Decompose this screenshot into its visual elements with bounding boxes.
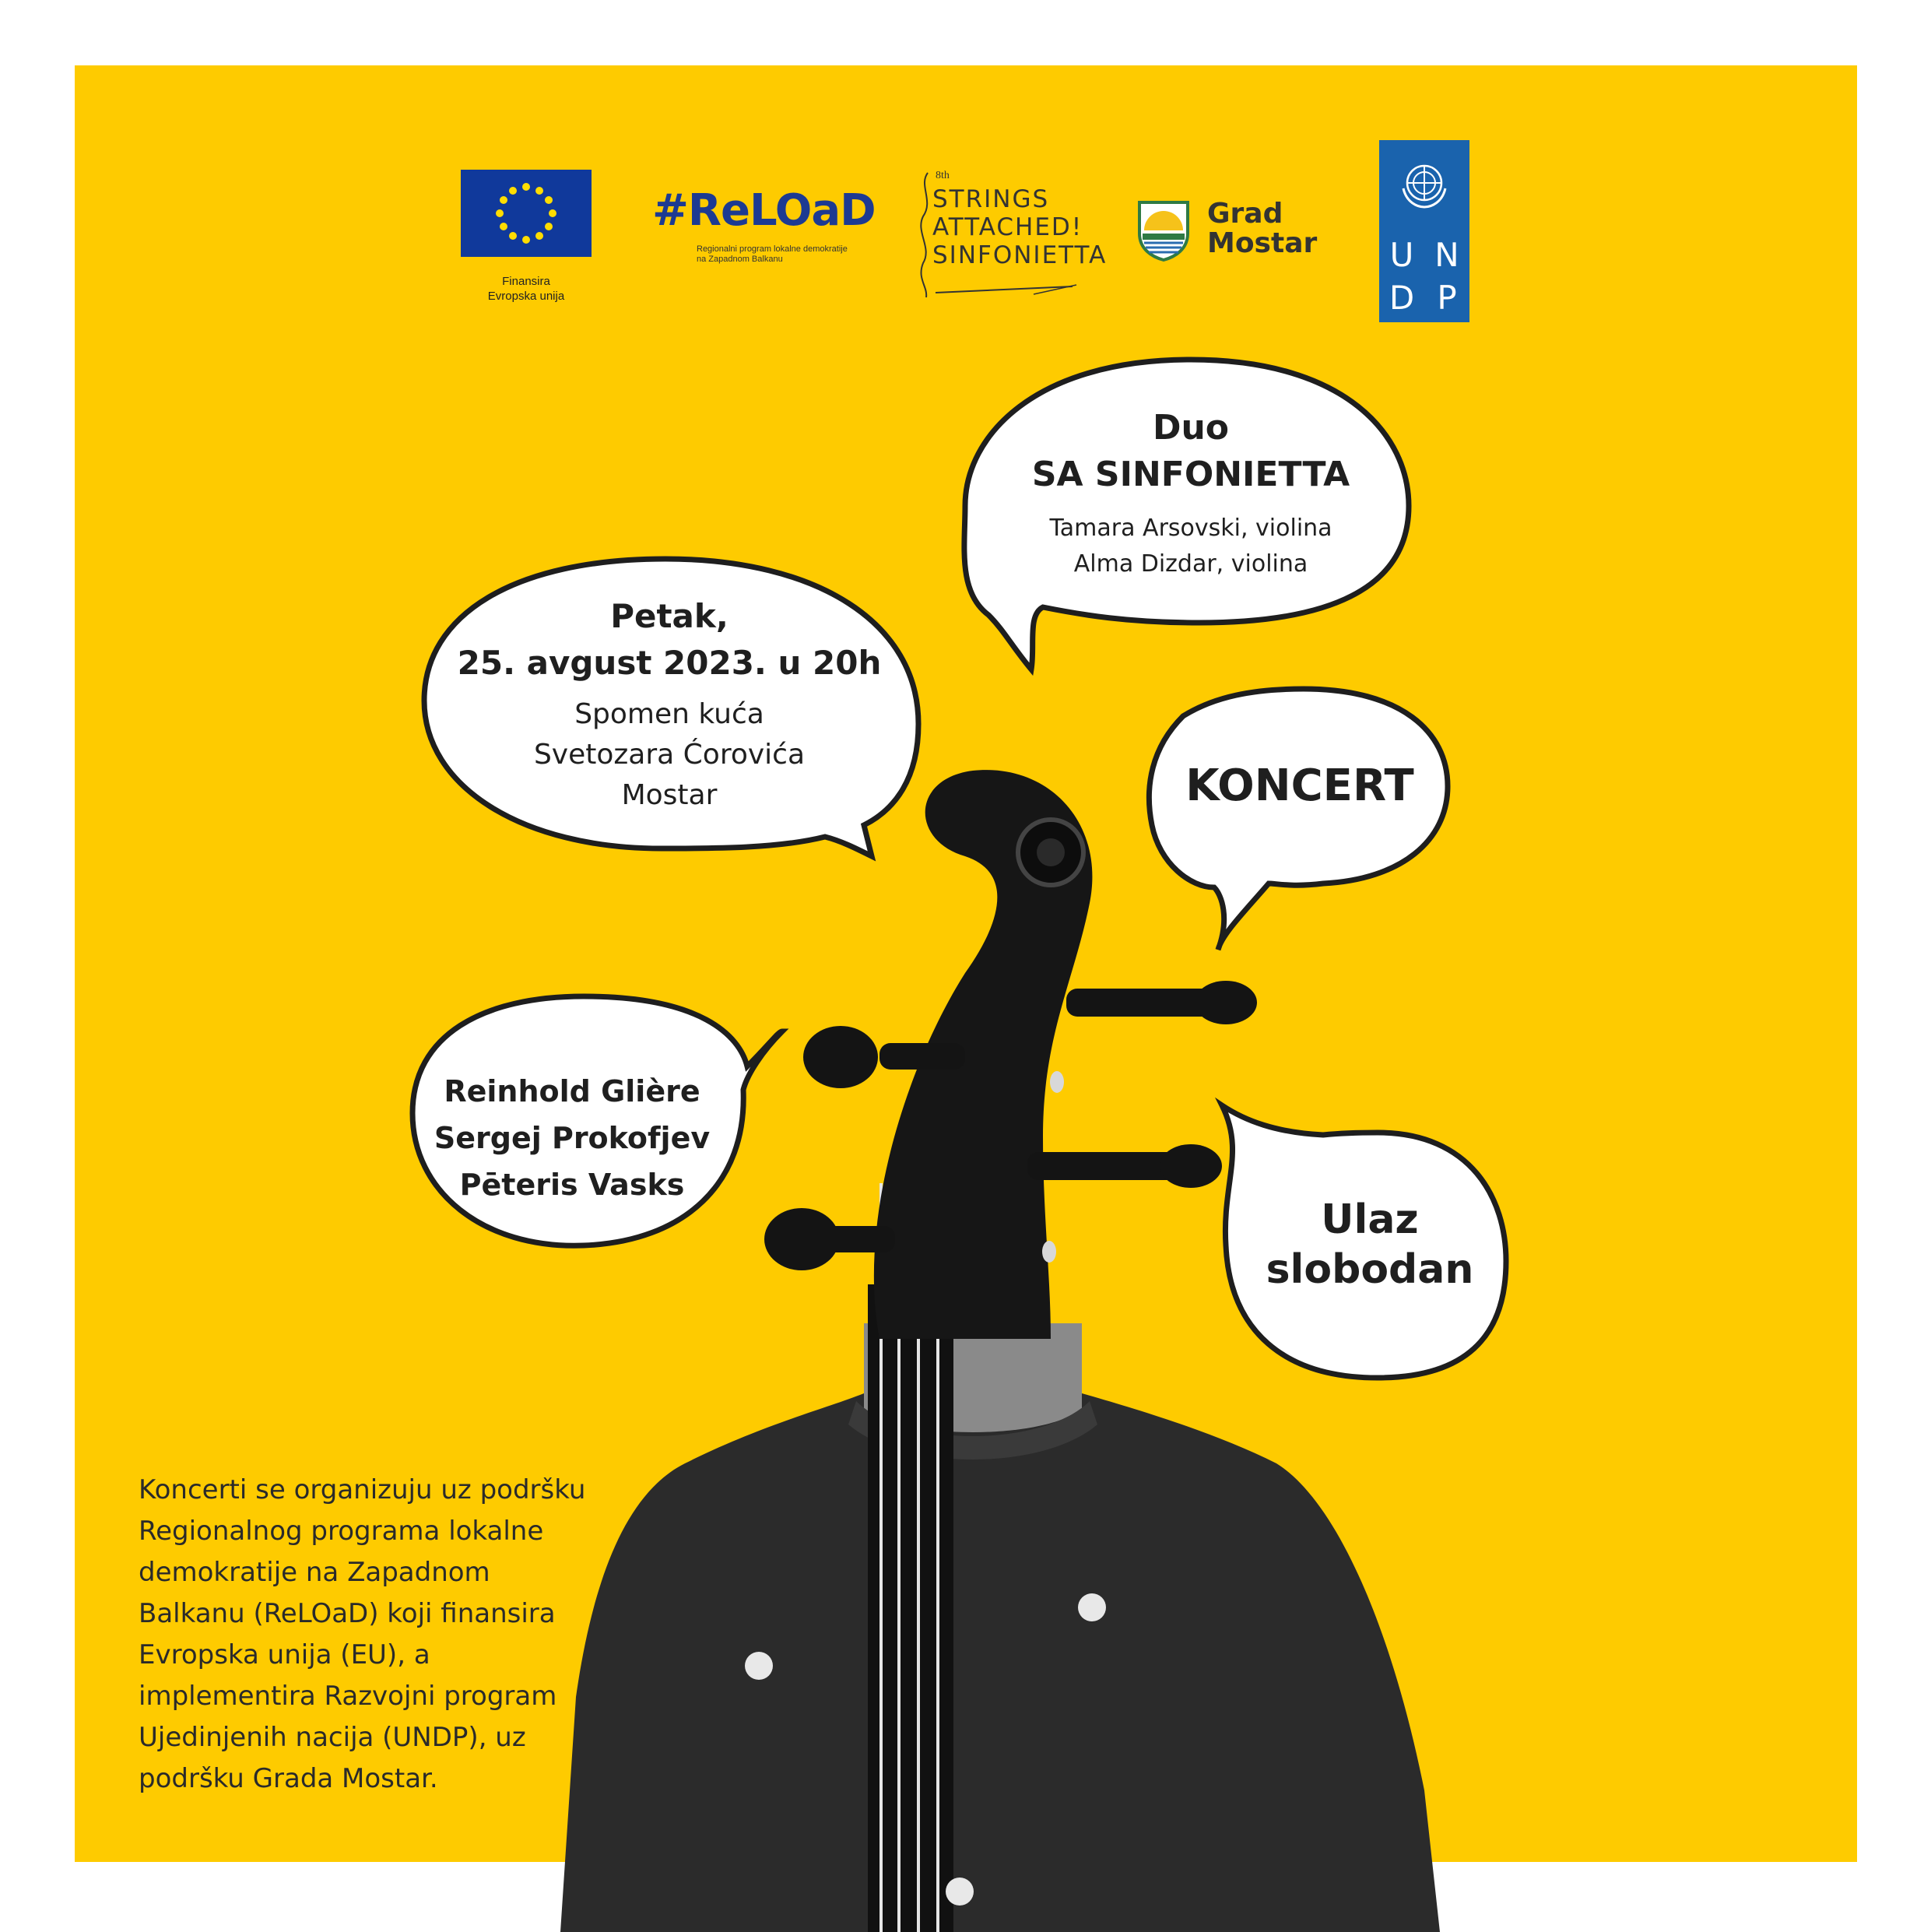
support-line: podršku Grada Mostar.: [139, 1763, 438, 1794]
support-line: Koncerti se organizuju uz podršku: [139, 1474, 586, 1505]
support-line: demokratije na Zapadnom: [139, 1557, 490, 1588]
support-paragraph: [139, 1470, 606, 1800]
strings-line3: SINFONIETTA: [932, 241, 1108, 269]
mostar-line2: Mostar: [1207, 227, 1318, 259]
duo-performer-2: Alma Dizdar, violina: [1073, 550, 1308, 578]
composers-list: [420, 1068, 724, 1208]
support-line: implementira Razvojni program: [139, 1681, 557, 1712]
bubble-koncert: [1149, 689, 1448, 950]
support-line: Balkanu (ReLOaD) koji finansira: [139, 1598, 556, 1629]
venue-text: [459, 694, 879, 816]
reload-logo-title: #ReLOaD: [652, 185, 876, 236]
koncert-label: KONCERT: [1185, 761, 1414, 811]
free-entry-label: [1214, 1195, 1525, 1294]
strings-line1: STRINGS: [932, 185, 1050, 213]
composer-2: Sergej Prokofjev: [434, 1121, 711, 1155]
undp-letter-d: D: [1389, 279, 1415, 317]
composer-1: Reinhold Glière: [444, 1074, 700, 1108]
reload-sub-line2: na Zapadnom Balkanu: [697, 255, 783, 264]
date-bubble-title: [436, 593, 903, 687]
duo-performer-1: Tamara Arsovski, violina: [1049, 515, 1332, 542]
date-line1: Petak,: [610, 597, 729, 635]
duo-bubble-title: [1012, 405, 1370, 498]
eu-caption-line2: Evropska unija: [487, 290, 565, 303]
strings-line2: ATTACHED!: [932, 213, 1083, 241]
undp-letter-n: N: [1434, 236, 1459, 274]
ulaz-line2: slobodan: [1266, 1246, 1474, 1293]
reload-sub-line1: Regionalni program lokalne demokratije: [697, 244, 848, 254]
support-line: Ujedinjenih nacija (UNDP), uz: [139, 1722, 526, 1753]
venue-line3: Mostar: [621, 779, 718, 811]
date-line2: 25. avgust 2023. u 20h: [457, 644, 882, 682]
duo-line1: Duo: [1152, 408, 1230, 448]
support-line: Regionalnog programa lokalne: [139, 1516, 544, 1547]
composer-3: Pēteris Vasks: [459, 1168, 685, 1202]
ulaz-line1: Ulaz: [1321, 1196, 1419, 1243]
duo-performers: [1012, 511, 1370, 582]
eu-caption-line1: Finansira: [502, 275, 550, 288]
undp-letter-p: P: [1437, 279, 1457, 317]
mostar-line1: Grad: [1207, 198, 1283, 230]
duo-line2: SA SINFONIETTA: [1031, 455, 1350, 494]
support-line: Evropska unija (EU), a: [139, 1639, 430, 1670]
undp-letter-u: U: [1389, 236, 1414, 274]
venue-line2: Svetozara Ćorovića: [533, 739, 806, 771]
strings-edition: 8th: [936, 170, 950, 181]
venue-line1: Spomen kuća: [574, 698, 764, 730]
